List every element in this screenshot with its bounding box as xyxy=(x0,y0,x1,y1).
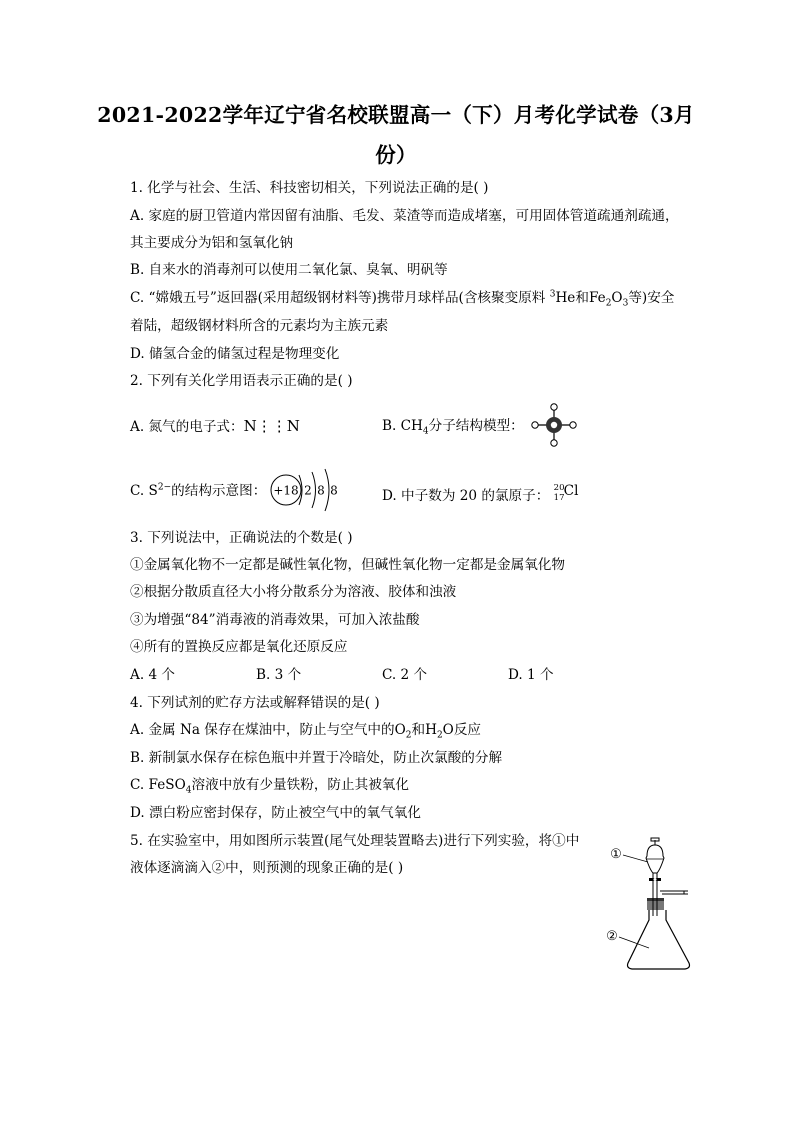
question-1-option-c-line1 xyxy=(130,289,674,307)
question-2-option-b xyxy=(382,417,524,435)
text: O反应 xyxy=(442,722,482,738)
question-3-option-d: D. 1 个 xyxy=(508,667,554,683)
question-4-option-b: B. 新制氯水保存在棕色瓶中并置于冷暗处，防止次氯酸的分解 xyxy=(130,750,503,766)
ch4-molecule-model xyxy=(526,402,582,448)
question-2-option-c xyxy=(130,482,266,500)
text: 的结构示意图： xyxy=(171,483,267,499)
question-3-statement-1: ①金属氧化物不一定都是碱性氧化物，但碱性氧化物一定都是金属氧化物 xyxy=(130,557,565,573)
shell-3-electrons: 8 xyxy=(330,483,338,498)
question-5-stem-line1: 5. 在实验室中，用如图所示装置(尾气处理装置略去)进行下列实验，将①中 xyxy=(130,833,580,849)
cl-isotope-notation xyxy=(553,482,580,503)
s2-ion-structure-diagram xyxy=(268,467,350,513)
question-1-option-a-line1: A. 家庭的厨卫管道内常因留有油脂、毛发、菜渣等而造成堵塞，可用固体管道疏通剂疏通， xyxy=(130,208,679,224)
text: C. S xyxy=(130,483,158,499)
question-2-stem: 2. 下列有关化学用语表示正确的是( ) xyxy=(130,373,353,389)
question-4-stem: 4. 下列试剂的贮存方法或解释错误的是( ) xyxy=(130,695,380,711)
apparatus-diagram xyxy=(600,836,704,978)
question-4-option-a xyxy=(130,721,481,739)
label-1: ① xyxy=(610,847,622,862)
text: D. 中子数为 20 的氯原子： xyxy=(382,488,550,504)
subscript: 2 xyxy=(605,298,612,309)
question-3-option-c: C. 2 个 xyxy=(382,667,428,683)
question-2-option-a xyxy=(130,417,300,436)
text: C. FeSO xyxy=(130,777,186,793)
question-3-option-b: B. 3 个 xyxy=(256,667,302,683)
atomic-number: 17 xyxy=(553,493,565,503)
text: 分子结构模型： xyxy=(428,418,524,434)
question-1-stem: 1. 化学与社会、生活、科技密切相关，下列说法正确的是( ) xyxy=(130,180,489,196)
subscript: 4 xyxy=(422,426,429,437)
question-3-option-a: A. 4 个 xyxy=(130,667,176,683)
question-3-statement-3: ③为增强“84”消毒液的消毒效果，可加入浓盐酸 xyxy=(130,612,420,628)
subscript: 2 xyxy=(405,730,412,741)
text: He和Fe xyxy=(555,290,606,306)
nucleus-charge: +18 xyxy=(273,483,299,498)
text: B. CH xyxy=(382,418,423,434)
question-3-stem: 3. 下列说法中，正确说法的个数是( ) xyxy=(130,530,353,546)
text: 等)安全 xyxy=(628,290,675,306)
title-line-1: 2021-2022学年辽宁省名校联盟高一（下）月考化学试卷（3月 xyxy=(97,103,695,127)
question-3-statement-4: ④所有的置换反应都是氧化还原反应 xyxy=(130,639,348,655)
question-1-option-d: D. 储氢合金的储氢过程是物理变化 xyxy=(130,346,340,362)
question-4-option-c xyxy=(130,776,409,794)
text: A. 金属 Na 保存在煤油中，防止与空气中的O xyxy=(130,722,406,738)
text: C. “嫦娥五号”返回器(采用超级钢材料等)携带月球样品(含核聚变原料 xyxy=(130,290,550,306)
question-3-statement-2: ②根据分散质直径大小将分散系分为溶液、胶体和浊液 xyxy=(130,584,457,600)
n2-electron-formula: N⋮⋮N xyxy=(243,417,300,435)
title-line-2: 份） xyxy=(375,143,417,167)
label-2: ② xyxy=(606,929,618,944)
element-symbol: Cl xyxy=(563,483,579,499)
subscript: 2 xyxy=(436,730,443,741)
question-4-option-d: D. 漂白粉应密封保存，防止被空气中的氧气氧化 xyxy=(130,805,421,821)
question-1-option-b: B. 自来水的消毒剂可以使用二氧化氯、臭氧、明矾等 xyxy=(130,262,448,278)
text: 溶液中放有少量铁粉，防止其被氧化 xyxy=(191,777,409,793)
subscript: 4 xyxy=(185,785,192,796)
shell-1-electrons: 2 xyxy=(304,483,312,498)
question-1-option-c-line2: 着陆，超级钢材料所含的元素均为主族元素 xyxy=(130,318,389,334)
text: 和H xyxy=(411,722,437,738)
shell-2-electrons: 8 xyxy=(317,483,325,498)
mass-number: 20 xyxy=(553,483,565,493)
subscript: 3 xyxy=(622,298,629,309)
text: O xyxy=(611,290,623,306)
question-5-stem-line2: 液体逐滴滴入②中，则预测的现象正确的是( ) xyxy=(130,860,404,876)
superscript: 3 xyxy=(549,289,556,300)
question-1-option-a-line2: 其主要成分为铝和氢氧化钠 xyxy=(130,235,294,251)
superscript: 2− xyxy=(157,482,172,493)
question-2-option-d xyxy=(382,482,580,505)
text: A. 氮气的电子式： xyxy=(130,419,244,435)
